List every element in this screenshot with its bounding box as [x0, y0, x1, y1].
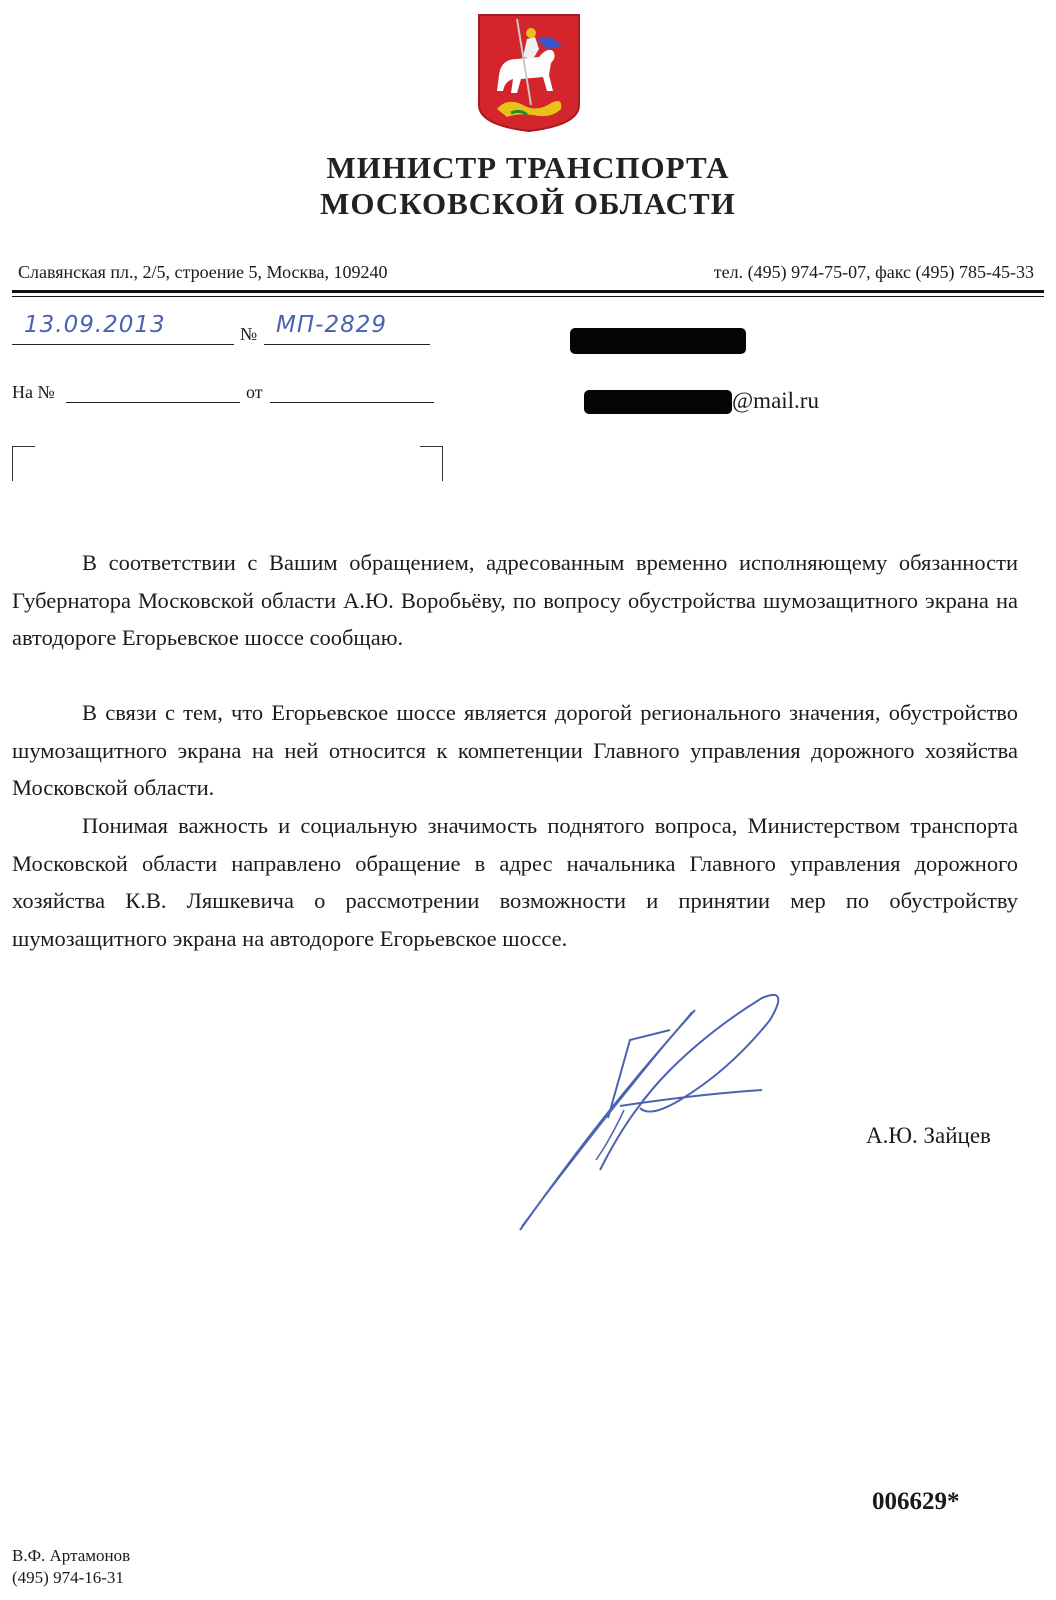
org-address: Славянская пл., 2/5, строение 5, Москва, 109240 [18, 262, 388, 282]
address-block-corner-right [420, 446, 443, 481]
registration-date: 13.09.2013 [24, 312, 166, 338]
body-paragraph-1: В соответствии с Вашим обращением, адресованным временно исполняющему обязанности Губернатора Московской области А.Ю. Воробьёву, по вопросу обустройства шумозащитного экрана на автодороге Егорьевское шоссе сообщаю. [12, 550, 1018, 650]
header-rule-thin [12, 296, 1044, 297]
redacted-email-user [584, 390, 732, 414]
coat-of-arms-emblem [477, 13, 581, 133]
org-title-line-1: МИНИСТР ТРАНСПОРТА [326, 150, 730, 185]
number-label: № [240, 324, 258, 344]
redacted-addressee-name [570, 328, 746, 354]
body-paragraph-2: В связи с тем, что Егорьевское шоссе является дорогой регионального значения, обустройство шумозащитного экрана на ней относится к компетенции Главного управления дорожного хозяйства Московской области. [12, 700, 1018, 800]
from-label: от [246, 382, 263, 402]
handwritten-signature [500, 990, 800, 1250]
email-domain: @mail.ru [732, 388, 819, 413]
org-title-line-2: МОСКОВСКОЙ ОБЛАСТИ [320, 186, 736, 221]
document-code: 006629* [872, 1488, 960, 1515]
executor-name: В.Ф. Артамонов [12, 1546, 131, 1565]
address-block-corner-left [12, 446, 35, 481]
signatory-name: А.Ю. Зайцев [866, 1123, 991, 1148]
number-underline [264, 344, 430, 345]
date-underline [12, 344, 234, 345]
body-paragraph-3: Понимая важность и социальную значимость поднятого вопроса, Министерством транспорта Московской области направлено обращение в адрес начальника Главного управления дорожного хозяйства К.В. Ляшкевича о рассмотрении возможности и принятии мер по обустройству шумозащитного экрана на автодороге Егорьевское шоссе. [12, 813, 1018, 951]
reply-date-underline [270, 402, 434, 403]
reply-to-label: На № [12, 382, 55, 402]
registration-number: МП-2829 [276, 312, 387, 338]
reply-number-underline [66, 402, 240, 403]
executor-phone: (495) 974-16-31 [12, 1568, 124, 1587]
org-phones: тел. (495) 974-75-07, факс (495) 785-45-33 [713, 262, 1034, 282]
header-rule-thick [12, 290, 1044, 293]
